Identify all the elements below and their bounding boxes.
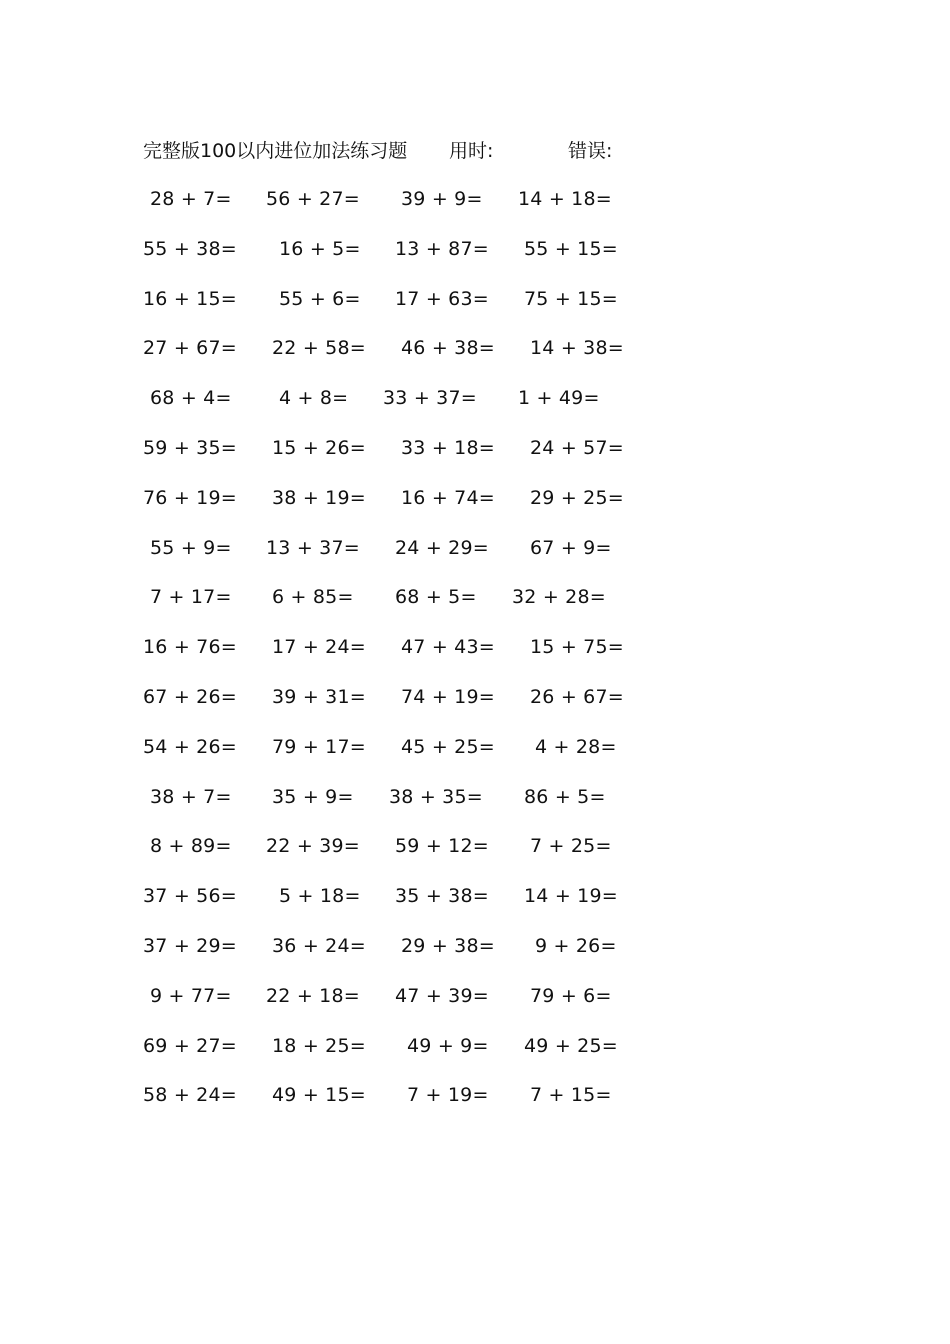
problem-item: 1 + 49= <box>518 387 600 410</box>
problem-item: 49 + 15= <box>272 1084 366 1107</box>
problem-row <box>0 583 950 633</box>
problem-item: 47 + 43= <box>401 636 495 659</box>
problem-item: 35 + 38= <box>395 885 489 908</box>
problem-item: 35 + 9= <box>272 785 354 808</box>
problem-item: 7 + 17= <box>150 586 232 609</box>
problem-item: 32 + 28= <box>512 586 606 609</box>
problem-item: 14 + 18= <box>518 188 612 210</box>
problem-item: 29 + 38= <box>401 934 495 957</box>
problem-row <box>0 334 950 384</box>
problem-row <box>0 235 950 285</box>
problem-item: 15 + 75= <box>530 636 624 659</box>
problem-row <box>0 832 950 882</box>
problem-item: 79 + 6= <box>530 984 612 1007</box>
problem-item: 16 + 5= <box>279 237 361 260</box>
problem-item: 67 + 9= <box>530 536 612 559</box>
problem-item: 55 + 38= <box>143 237 237 260</box>
problem-item: 38 + 7= <box>150 785 232 808</box>
problem-item: 7 + 15= <box>530 1084 612 1107</box>
problem-row <box>0 982 950 1032</box>
problem-item: 69 + 27= <box>143 1034 237 1057</box>
problem-item: 16 + 15= <box>143 287 237 310</box>
problem-item: 59 + 35= <box>143 436 237 459</box>
problem-row <box>0 1032 950 1082</box>
problem-item: 79 + 17= <box>272 735 366 758</box>
problem-item: 76 + 19= <box>143 486 237 509</box>
problem-item: 18 + 25= <box>272 1034 366 1057</box>
problem-row <box>0 882 950 932</box>
problem-item: 22 + 39= <box>266 835 360 858</box>
problem-item: 14 + 38= <box>530 337 624 360</box>
problem-item: 29 + 25= <box>530 486 624 509</box>
problem-item: 36 + 24= <box>272 934 366 957</box>
problem-item: 56 + 27= <box>266 188 360 210</box>
problem-item: 55 + 15= <box>524 237 618 260</box>
problem-item: 13 + 87= <box>395 237 489 260</box>
problem-item: 49 + 25= <box>524 1034 618 1057</box>
problem-item: 33 + 37= <box>383 387 477 410</box>
problem-item: 27 + 67= <box>143 337 237 360</box>
errors-label: 错误: <box>568 140 613 162</box>
problem-row <box>0 683 950 733</box>
problem-item: 47 + 39= <box>395 984 489 1007</box>
problem-item: 22 + 18= <box>266 984 360 1007</box>
problem-item: 58 + 24= <box>143 1084 237 1107</box>
problem-item: 74 + 19= <box>401 685 495 708</box>
problem-item: 15 + 26= <box>272 436 366 459</box>
problem-item: 17 + 24= <box>272 636 366 659</box>
problem-item: 7 + 19= <box>407 1084 489 1107</box>
problem-item: 17 + 63= <box>395 287 489 310</box>
problem-item: 5 + 18= <box>279 885 361 908</box>
problem-row <box>0 783 950 833</box>
problem-item: 16 + 76= <box>143 636 237 659</box>
problem-item: 67 + 26= <box>143 685 237 708</box>
worksheet-title: 完整版100以内进位加法练习题 <box>143 140 408 162</box>
problem-item: 9 + 26= <box>535 934 617 957</box>
problem-row <box>0 434 950 484</box>
problem-item: 9 + 77= <box>150 984 232 1007</box>
problem-item: 68 + 4= <box>150 387 232 410</box>
problem-row <box>0 733 950 783</box>
problem-item: 37 + 29= <box>143 934 237 957</box>
problem-item: 54 + 26= <box>143 735 237 758</box>
problem-item: 45 + 25= <box>401 735 495 758</box>
problem-row <box>0 633 950 683</box>
problem-item: 46 + 38= <box>401 337 495 360</box>
problem-row <box>0 185 950 235</box>
problem-row <box>0 932 950 982</box>
problem-row <box>0 484 950 534</box>
problem-item: 38 + 19= <box>272 486 366 509</box>
problem-row <box>0 384 950 434</box>
problem-item: 28 + 7= <box>150 188 232 210</box>
problem-item: 22 + 58= <box>272 337 366 360</box>
problem-item: 39 + 9= <box>401 188 483 210</box>
problem-item: 38 + 35= <box>389 785 483 808</box>
problem-item: 14 + 19= <box>524 885 618 908</box>
problem-item: 26 + 67= <box>530 685 624 708</box>
worksheet-header <box>143 137 663 165</box>
problem-grid <box>0 185 950 1131</box>
problem-item: 4 + 28= <box>535 735 617 758</box>
problem-item: 16 + 74= <box>401 486 495 509</box>
problem-item: 49 + 9= <box>407 1034 489 1057</box>
problem-item: 39 + 31= <box>272 685 366 708</box>
problem-item: 59 + 12= <box>395 835 489 858</box>
problem-item: 75 + 15= <box>524 287 618 310</box>
problem-item: 24 + 29= <box>395 536 489 559</box>
problem-item: 7 + 25= <box>530 835 612 858</box>
problem-item: 4 + 8= <box>279 387 349 410</box>
problem-item: 33 + 18= <box>401 436 495 459</box>
problem-row <box>0 1081 950 1131</box>
problem-item: 8 + 89= <box>150 835 232 858</box>
problem-item: 55 + 6= <box>279 287 361 310</box>
problem-item: 24 + 57= <box>530 436 624 459</box>
problem-item: 37 + 56= <box>143 885 237 908</box>
problem-item: 86 + 5= <box>524 785 606 808</box>
problem-item: 68 + 5= <box>395 586 477 609</box>
problem-row <box>0 285 950 335</box>
time-used-label: 用时: <box>449 140 494 162</box>
problem-item: 6 + 85= <box>272 586 354 609</box>
problem-item: 55 + 9= <box>150 536 232 559</box>
problem-row <box>0 534 950 584</box>
problem-item: 13 + 37= <box>266 536 360 559</box>
